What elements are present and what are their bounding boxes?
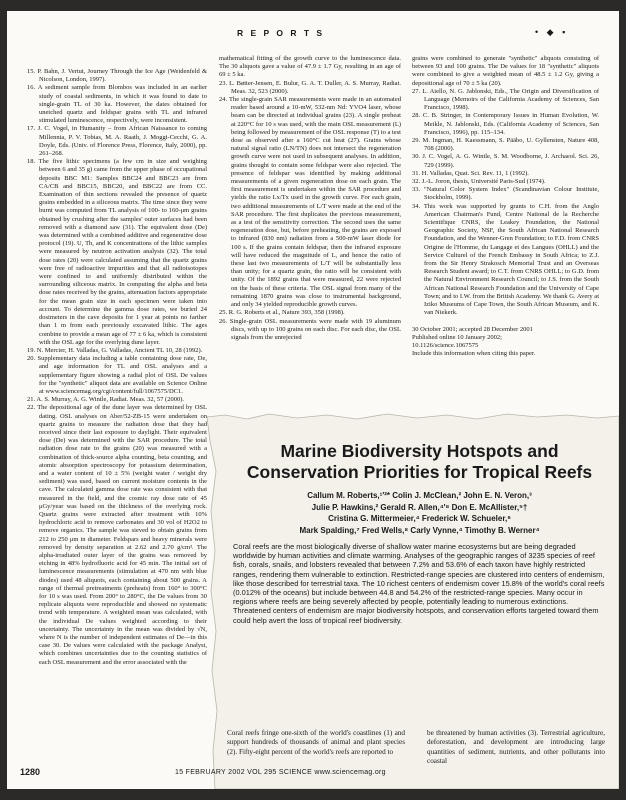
reference-23: 23. L. Bøtter-Jensen, E. Bulur, G. A. T. Duller, A. S. Murray, Radiat. Meas. 32, 523 (2000). (219, 79, 401, 95)
references-column-2 (219, 55, 401, 405)
published-online: Published online 10 January 2002; (412, 333, 502, 341)
doi: 10.1126/science.1067575 (412, 341, 479, 349)
author-line-2: Julie P. Hawkins,² Gerald R. Allen,⁴'⁸ Don E. McAllister,⁵† (311, 502, 528, 512)
reference-30: 30. J. C. Vogel, A. G. Wintle, S. M. Woodborne, J. Archaeol. Sci. 26, 729 (1999). (412, 153, 599, 169)
references-column-1 (27, 68, 207, 789)
reference-18: 18. The five lithic specimens (a few cm in size and weighing between 6 and 35 g) came from the upper phase of occupational deposits BBC M1: Samples BBC24 and BBC23 are from CA/CB and BBC15, BBC20, and BBC22 are from CC. Examination of thin sections revealed the presence of quartz grains embedded in a siliceous matrix. The time since they were burnt was computed from TL analysis of 100- to 160-μm grains obtained by crushing after the samples' outer surfaces had been removed with a diamond saw (31). The equivalent dose (De) was determined with a combined additive and regenerative dose protocol (19). U, Th, and K concentrations of the lithic samples were measured by neutron activation analysis (32). The total dose rates (20) were calculated assuming that the quartz grains were free of radioactive impurities and that all radioisotopes were confined to and uniformly distributed within the surrounding siliceous matrix. In computing the alpha and beta dose rates received by the grains, attenuation factors appropriate for the mean grain size in each specimen were taken into account. To determine the gamma dose rates, we buried 24 dosimeters in the cave deposits for 1 year at points no farther than 1 m from each previously excavated lithic. The ages combine to provide a mean age of 77 ± 6 ka, which is consistent with the OSL age for the overlying dune layer. (27, 158, 207, 346)
author-line-4: Mark Spalding,⁷ Fred Wells,⁸ Carly Vynne,⁴ Timothy B. Werner⁴ (299, 525, 540, 535)
reference-26-continued: grains were combined to generate "synthetic" aliquots consisting of between 93 and 100 grains. The De values for 18 "synthetic" aliquots were combined to give a weighted mean of 48.5 ± 1.2 Gy, giving a depositional age of 70 ± 5 ka (20). (412, 55, 599, 87)
reference-22-continued: mathematical fitting of the growth curve to the luminescence data. The 30 aliquots gave a value of 47.9 ± 1.7 Gy, resulting in an age of 69 ± 5 ka. (219, 55, 401, 79)
reference-34: 34. This work was supported by grants to C.H. from the Anglo American Chairman's Fund, Centre National de la Recherche Scientifique CNRS, the Leakey Foundation, the National Geographic Society, NSF, the South African National Research Foundation, and the Wenner-Gren Foundation; to F.D. from CNRS Origine de l'Homme, du Langage et des Langues (OHLL) and the Service Culturel of the French Embassy in South Africa; to Z.J. from the Sir Henry Strakosch Memorial Trust and an Overseas Research Student award; to C.T. from CNRS OHLL; to G.D. from the Natural Environment Research Council; to J.S. from the South African National Research Foundation and the University of Cape Town; and to I.W. from the British Academy. We thank G. Avery at Iziko Museums of Cape Town, the South African Museum, and K. van Niekerk. (412, 202, 599, 317)
received-date: 30 October 2001; accepted 28 December 2001 (412, 325, 533, 333)
reference-33: 33. "Natural Color System Index" (Scandinavian Colour Institute, Stockholm, 1999). (412, 186, 599, 202)
article-title: Marine Biodiversity Hotspots and Conservation Priorities for Tropical Reefs (246, 441, 593, 482)
references-column-3 (412, 55, 599, 405)
reference-19: 19. N. Mercier, H. Valladas, G. Valladas, Ancient TL 10, 28 (1992). (27, 346, 203, 354)
reference-15: 15. P. Bahn, J. Vertut, Journey Through the Ice Age (Weidenfeld & Nicolson, London, 1997). (27, 68, 207, 84)
reference-26: 26. Single-grain OSL measurements were made with 19 aluminum discs, with up to 100 grains on each disc. For each disc, the OSL signals from the unrejected (219, 317, 401, 341)
submission-note (412, 326, 599, 359)
author-line-1: Callum M. Roberts,¹'²* Colin J. McClean,² John E. N. Veron,³ (307, 491, 532, 500)
reference-22: 22. The depositional age of the dune layer was determined by OSL dating. OSL analyses on Aber/52-ZB-15 were undertaken on quartz grains to measure the radiation dose that they had received since their last exposure to daylight. Their equivalent dose (De) was determined with the SAR procedure. The total radiation dose rate to the grains (20) was measured with a combination of thick-source alpha counting, beta counting, and atomic absorption spectroscopy for potassium determination, and a water content of 10 ± 5% (weight water / weight dry sediment) was used, based on current moisture contents in the cave. The calculated gamma dose rate was consistent with that measured in the field, and the cosmic ray dose rate of 45 μGy/year was based on the thickness of the overlying rock. Quartz grains were extracted after treatment with 10% hydrochloric acid to remove carbonates and 30 vol of H2O2 to remove organics. The sample was sieved to obtain grains from 212 to 250 μm in diameter. Feldspars and heavy minerals were removed by density separation at 2.62 and 2.70 g/cm³. The alpha-irradiated outer layer of the grains was removed by etching in 48% hydrofluoric acid for 45 min. The initial set of luminescence measurements (stimulation at 470 nm with blue diodes) used 48 aliquots, each containing about 500 grains. A range of thermal pretreatments (preheats) from 160° to 300°C for 10 s was used. From 200° to 280°C, the De values from 30 replicate aliquots were reproducible and showed no systematic trend with temperature. A weighted mean was calculated, with the individual De values weighted according to their uncertainty. The uncertainty in the mean was divided by √N, where N is the number of independent estimates of De—in this case 30. De values were calculated with the package Analyst, which combines uncertainties due to the counting statistics of each OSL measurement and the error associated with the (27, 404, 207, 666)
reference-28: 28. C. B. Stringer, in Contemporary Issues in Human Evolution, W. Meikle, N. Jablonski, Eds. (California Academy of Sciences, San Francisco, 1996), pp. 115–134. (412, 112, 599, 136)
reference-32: 32. J.-L. Joron, thesis, Université Paris-Sud (1974). (412, 178, 546, 186)
reference-29: 29. M. Ingman, H. Kaessmann, S. Pääbo, U. Gyllensten, Nature 408, 708 (2000). (412, 137, 599, 153)
body-column-left: Coral reefs fringe one-sixth of the world's coastlines (1) and support hundreds of thousands of animal and plant species (2). Fifty-eight percent of the world's reefs are reported to (227, 729, 405, 756)
page-footer (7, 759, 619, 789)
reference-25: 25. R. G. Roberts et al., Nature 393, 358 (1998). (219, 309, 345, 317)
reference-20: 20. Supplementary data including a table containing dose rate, De, and age information for TL and OSL analyses and a supplementary figure showing a radial plot of OSL De values for the "synthetic" aliquot data are available on Science Online at www.sciencemag.org/cgi/content/full/1067575/DC1. (27, 355, 207, 395)
abstract: Coral reefs are the most biologically diverse of shallow water marine ecosystems but are being degraded worldwide by human activities and climate warming. Analyses of the geographic ranges of 3235 species of reef fish, corals, snails, and lobsters revealed that between 7.2% and 53.6% of each taxon have highly restricted ranges, rendering them vulnerable to extinction. Restricted-range species are clustered into centers of endemism, like those described for terrestrial taxa. The 10 richest centers of endemism cover 15.8% of the world's coral reefs (0.012% of the oceans) but include between 44.8 and 54.2% of the restricted-range species. Many occur in regions where reefs are being severely affected by people, potentially leading to numerous extinctions. Threatened centers of endemism are major biodiversity hotspots, and conservation efforts targeted toward them could help avert the loss of tropical reef biodiversity. (233, 542, 605, 625)
page-header (7, 11, 619, 51)
citation-note: Include this information when citing this paper. (412, 350, 536, 358)
reference-17: 17. J. C. Vogel, in Humanity – from African Naissance to coming Millennia, P. V. Tobias, M. A. Raath, J. Moggi-Cecchi, G. A. Doyle, Eds. (Univ. of Florence Press, Florence, Italy, 2000), pp. 261–268. (27, 125, 207, 158)
issue-line: 15 FEBRUARY 2002 VOL 295 SCIENCE www.sciencemag.org (175, 769, 386, 776)
author-line-3: Cristina G. Mittermeier,⁴ Frederick W. Schueler,⁶ (328, 514, 511, 523)
journal-page (7, 11, 619, 789)
page-number: 1280 (20, 767, 41, 777)
section-title: R E P O R T S (237, 28, 325, 38)
author-list (227, 490, 612, 536)
body-column-right: be threatened by human activities (3). Terrestrial agriculture, deforestation, and development are introducing large quantities of sediment, nutrients, and other pollutants into coastal (427, 729, 605, 765)
reference-21: 21. A. S. Murray, A. G. Wintle, Radiat. Meas. 32, 57 (2000). (27, 396, 184, 404)
corner-mark: • ◆ ▪ (535, 27, 569, 37)
reference-16: 16. A sediment sample from Blombos was included in an earlier study of coastal sediments, in which it was found to date to single-grain TL of 30 ka. However, the dates obtained for unetched quartz and feldspar grains with TL and infrared stimulated luminescence, respectively, were inconsistent. (27, 84, 207, 125)
reference-24: 24. The single-grain SAR measurements were made in an automated reader based around a 10-mW, 532-nm Nd: YVO4 laser, whose beam can be directed at individual grains (23). A single preheat at 220°C for 10 s was used, with the main OSL measurement (L) being followed by measurement of the OSL response (T) to a test dose as observed after a 160°C cut heat (27). Grains whose natural signal ratio (LN/TN) does not intersect the regeneration growth curve were not used in subsequent analyses. In addition, grains thought to contain some feldspar were also rejected. The presence of feldspar was identified by making additional measurements of a given regeneration dose on each grain. The first measurement is undertaken within the SAR procedure and yields the ratio Lx/Tx used in the growth curve. For each grain, two additional measurements of L/T were made at the end of the SAR procedure. The first duplicates the previous measurement, as a test of the sensitivity correction. The second uses the same regeneration dose, but, before preheating, the grains are exposed to infrared (830 nm) radiation from a 500-mW laser diode for 100 s. If the grains contain feldspar, then the infrared exposure will have reduced the magnitude of L, and hence the ratio of these last two measurements of L/T will be substantially less than unity; for a quartz grain, the ratio will be consistent with unity. Of the 1892 grains that were measured, 22 were rejected on the basis of these criteria. The OSL signal from many of the remaining 1870 grains was close to instrumental background, and only 34 yielded reproducible growth curves. (219, 96, 401, 309)
reference-31: 31. H. Valladas, Quat. Sci. Rev. 11, 1 (1992). (412, 169, 529, 177)
reference-27: 27. L. Aiello, N. G. Jablonski, Eds., The Origin and Diversification of Language (Memoirs of the California Academy of Sciences, San Francisco, 1998). (412, 87, 599, 112)
